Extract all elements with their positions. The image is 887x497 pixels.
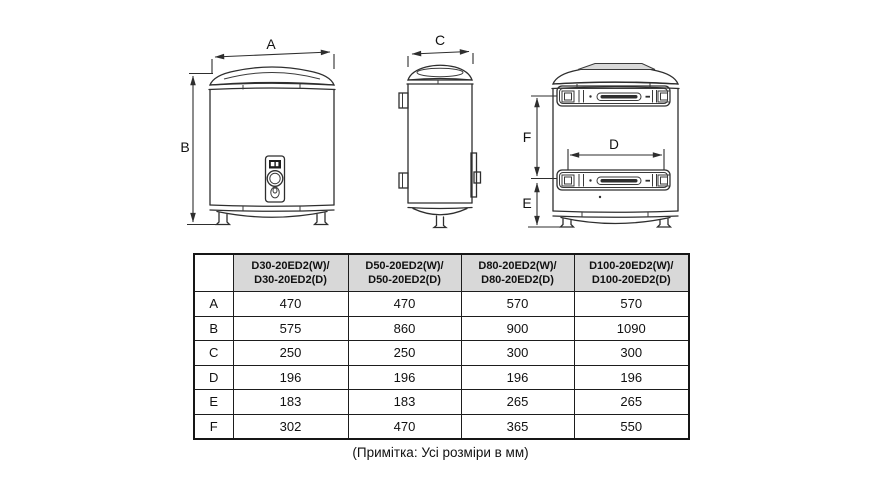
dim-value: 575 [233,316,348,341]
dim-value: 300 [574,341,689,366]
dim-value: 196 [574,365,689,390]
dim-label-d: D [609,137,619,152]
col-header-d30 [233,254,348,292]
dim-value: 265 [574,390,689,415]
side-cover-bump [474,172,481,183]
dim-value: 265 [461,390,574,415]
control-panel [266,156,285,202]
dimension-e [522,183,561,227]
units-note: (Примітка: Усі розміри в мм) [352,445,529,460]
dim-value: 570 [461,292,574,317]
row-label: F [194,414,233,439]
dim-value: 550 [574,414,689,439]
back-left-foot [561,219,574,227]
model-name-line2: D50-20ED2(D) [368,274,441,286]
dim-value: 196 [461,365,574,390]
col-header-d50 [348,254,461,292]
dim-value: 302 [233,414,348,439]
dim-value: 196 [348,365,461,390]
bottom-pipe [434,216,446,228]
side-tank-body [399,65,481,227]
mounting-bracket-lower [557,170,670,190]
table-row-d [194,365,689,390]
wall-bracket-tab-upper [399,93,408,108]
dim-label-e: E [522,195,532,211]
row-label: D [194,365,233,390]
row-label: B [194,316,233,341]
back-right-foot [658,219,671,227]
row-label: C [194,341,233,366]
dimension-d [568,137,664,170]
dim-value: 570 [574,292,689,317]
model-name-line2: D100-20ED2(D) [591,274,671,286]
dim-value: 470 [348,414,461,439]
row-label: A [194,292,233,317]
dim-value: 196 [233,365,348,390]
wall-bracket-tab-lower [399,173,408,188]
front-left-foot [217,213,230,225]
table-row-b [194,316,689,341]
table-row-c [194,341,689,366]
front-tank-body [209,67,335,225]
row-label: E [194,390,233,415]
dim-label-b: B [180,139,190,155]
dim-label-a: A [266,36,276,52]
dimension-table [193,253,690,440]
dim-value: 300 [461,341,574,366]
dim-value: 860 [348,316,461,341]
col-header-d100 [574,254,689,292]
model-name-line1: D100-20ED2(W)/ [589,260,674,272]
model-name-line2: D30-20ED2(D) [254,274,327,286]
model-name-line1: D80-20ED2(W)/ [478,260,557,272]
dim-label-f: F [522,129,532,145]
table-row-e [194,390,689,415]
dim-value: 250 [233,341,348,366]
dim-value: 470 [233,292,348,317]
side-view-diagram [399,32,481,228]
dim-value: 1090 [574,316,689,341]
dimension-c [408,32,473,67]
dim-value: 365 [461,414,574,439]
dim-value: 900 [461,316,574,341]
model-name-line1: D30-20ED2(W)/ [251,260,330,272]
back-view-diagram [522,64,679,228]
dim-value: 250 [348,341,461,366]
table-row-f [194,414,689,439]
mounting-bracket-upper [557,86,670,106]
dim-value: 470 [348,292,461,317]
dim-value: 183 [233,390,348,415]
dim-label-c: C [434,32,446,48]
front-view-diagram [180,36,335,225]
model-name-line2: D80-20ED2(D) [481,274,554,286]
col-header-d80 [461,254,574,292]
table-corner-cell [194,254,233,292]
front-right-foot [315,213,328,225]
model-name-line1: D50-20ED2(W)/ [365,260,444,272]
table-row-a [194,292,689,317]
table-header-row [194,254,689,292]
dimension-b [180,74,220,225]
dimension-f [523,96,557,179]
dim-value: 183 [348,390,461,415]
